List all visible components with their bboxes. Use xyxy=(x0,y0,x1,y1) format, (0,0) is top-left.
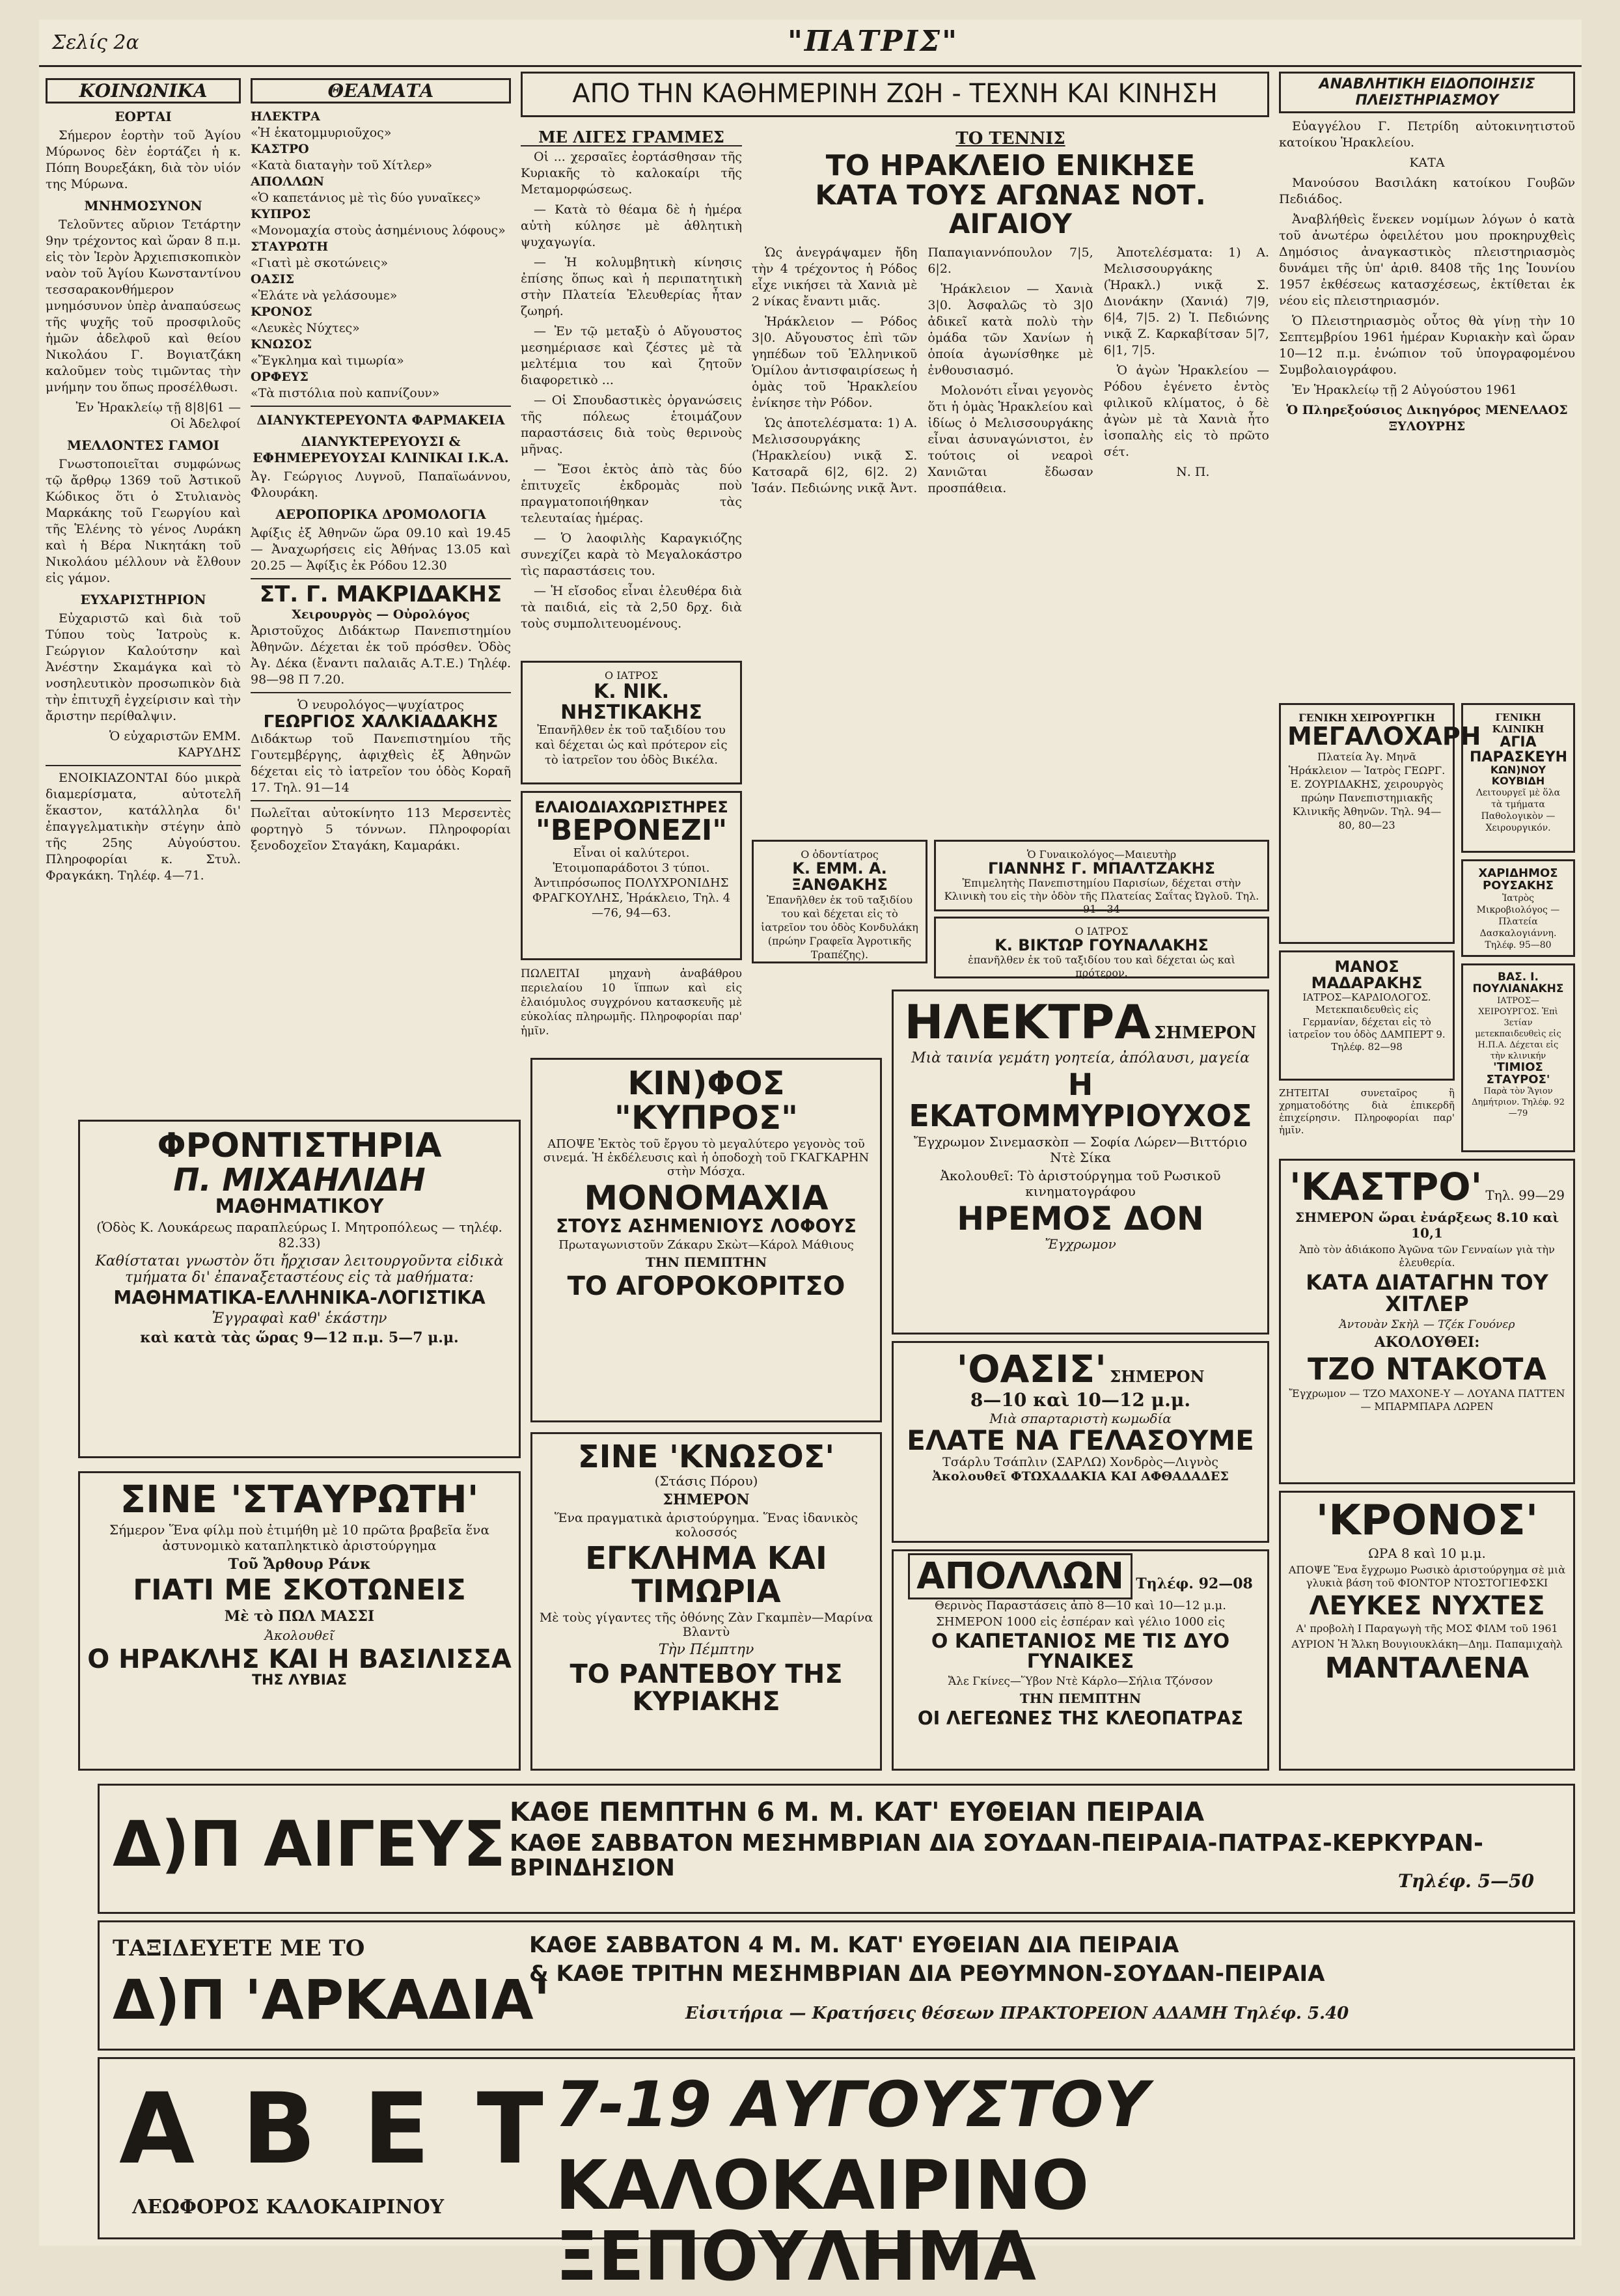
kastro-intro: Ἀπὸ τὸν ἀδιάκοπο Ἀγῶνα τῶν Γενναίων γιὰ τὴν ἐλευθερία. xyxy=(1299,1243,1555,1269)
divider xyxy=(251,578,511,579)
ilektra-next-film: ΗΡΕΜΟΣ ΔΟΝ xyxy=(957,1200,1204,1238)
stavroti-title: ΣΙΝΕ 'ΣΤΑΥΡΩΤΗ' xyxy=(120,1477,479,1521)
rousakis-ad xyxy=(1461,859,1575,957)
ilektra-intro: Μιὰ ταινία γεμάτη γοητεία, ἀπόλαυσι, μαγεία xyxy=(911,1049,1250,1066)
arkadia-pre: ΤΑΞΙΔΕΥΕΤΕ ΜΕ ΤΟ xyxy=(113,1935,365,1961)
stavroti-producer: Τοῦ Ἄρθουρ Ράνκ xyxy=(228,1555,371,1573)
madarakis-name: ΜΑΝΟΣ ΜΑΔΑΡΑΚΗΣ xyxy=(1311,958,1423,993)
divider xyxy=(251,800,511,801)
kypros-stars: Πρωταγωνιστοῦν Ζάκαρυ Σκὼτ—Κάρολ Μάθιους xyxy=(558,1238,854,1252)
timios-stavros-name: 'ΤΙΜΙΟΣ ΣΤΑΥΡΟΣ' xyxy=(1486,1060,1550,1086)
tennis-signature: Ν. Π. xyxy=(1176,465,1210,480)
veronezi-brand: "ΒΕΡΟΝΕΖΙ" xyxy=(535,814,728,848)
kronos-intro: ΑΠΟΨΕ Ἕνα ἔγχρωμο Ρωσικὸ ἀριστούργημα σὲ μιὰ γλυκιὰ βάση τοῦ ΦΙΟΝΤΟΡ ΝΤΟΣΤΟΓΙΕΦΣΚΙ xyxy=(1288,1564,1566,1590)
tennis-body xyxy=(752,245,1269,818)
avet-sale-text: ΚΑΛΟΚΑΙΡΙΝΟ ΞΕΠΟΥΛΗΜΑ xyxy=(555,2146,1090,2296)
page-header xyxy=(39,20,1582,67)
poulianakis-text: ΙΑΤΡΟΣ—ΧΕΙΡΟΥΡΓΟΣ. Ἐπὶ 3ετίαν μετεκπαιδευθεὶς εἰς Η.Π.Α. Δέχεται εἰς τὴν κλινικήν xyxy=(1475,995,1561,1061)
page-label: Σελίς 2α xyxy=(52,31,139,54)
cinema-film: «Ἐλάτε νὰ γελάσουμε» xyxy=(251,288,398,303)
apollon-next-film: ΟΙ ΛΕΓΕΩΝΕΣ ΤΗΣ ΚΛΕΟΠΑΤΡΑΣ xyxy=(917,1707,1244,1729)
arkadia-line-2: & ΚΑΘΕ ΤΡΙΤΗΝ ΜΕΣΗΜΒΡΙΑΝ ΔΙΑ ΡΕΘΥΜΝΟΝ-ΣΟΥΔΑΝ-ΠΕΙΡΑΙΑ xyxy=(529,1961,1325,1987)
aigeus-title: Δ)Π ΑΙΓΕΥΣ xyxy=(113,1808,506,1881)
section-banner: ΑΠΟ ΤΗΝ ΚΑΘΗΜΕΡΙΝΗ ΖΩΗ - ΤΕΧΝΗ ΚΑΙ ΚΙΝΗΣΗ xyxy=(521,72,1269,117)
cinema-film: «Ἔγκλημα καὶ τιμωρία» xyxy=(251,353,404,368)
poulianakis-name: ΒΑΣ. Ι. ΠΟΥΛΙΑΝΑΚΗΣ xyxy=(1472,971,1564,995)
avet-address: ΛΕΩΦΟΡΟΣ ΚΑΛΟΚΑΙΡΙΝΟΥ xyxy=(132,2196,445,2219)
oasis-hours: 8—10 καὶ 10—12 μ.μ. xyxy=(970,1389,1191,1411)
masthead: "ΠΑΤΡΙΣ" xyxy=(788,25,959,58)
apollon-thursday: ΤΗΝ ΠΕΜΠΤΗΝ xyxy=(1019,1690,1142,1706)
tennis-paragraph: Ἡράκλειον — Χανιὰ 3|0. Ἀσφαλῶς τὸ 3|0 ἀδικεῖ κατὰ πολὺ τὴν ὁμάδα τῶν Χανίων ἡ ὁποία ἀγωνίσθηκε μὲ ἐνθουσιασμό. xyxy=(927,282,1093,378)
agia-name: ΑΓΙΑ ΠΑΡΑΣΚΕΥΗ xyxy=(1470,734,1568,766)
doctor-gounalakis-text: ἐπανῆλθεν ἐκ τοῦ ταξιδίου του καὶ δέχεται ὡς καὶ πρότερον. xyxy=(968,954,1235,980)
short-news-item: Οἱ ... χερσαῖες ἐορτάσθησαν τῆς Κυριακῆς τὸ καλοκαίρι τῆς Μεταμορφώσεως. xyxy=(521,150,742,197)
dentist-name: Κ. ΕΜΜ. Α. ΞΑΝΘΑΚΗΣ xyxy=(791,859,888,894)
heortai-heading: ΕΟΡΤΑΙ xyxy=(115,109,172,124)
knossos-thursday: Τὴν Πέμπτην xyxy=(658,1642,754,1659)
knossos-location: (Στάσις Πόρου) xyxy=(654,1473,758,1489)
cinema-name: ΟΡΦΕΥΣ xyxy=(251,370,309,384)
kypros-cinema-ad xyxy=(530,1058,882,1422)
cinema-film: «Ἡ ἑκατομμυριοῦχος» xyxy=(251,126,392,140)
kastro-next-film: ΤΖΟ ΝΤΑΚΟΤΑ xyxy=(1307,1351,1547,1387)
veronezi-text: Εἶναι οἱ καλύτεροι. Ἑτοιμοπαράδοτοι 3 τύποι. Ἀντιπρόσωπος ΠΟΛΥΧΡΟΝΙΔΗΣ ΦΡΑΓΚΟΥΛΗΣ, Ἡράκλειο, Τηλ. 4—76, 94—63. xyxy=(532,846,731,920)
cinema-name: ΚΑΣΤΡΟ xyxy=(251,142,309,156)
ilektra-title: ΗΛΕΚΤΡΑ xyxy=(904,995,1151,1049)
frontistiria-text: Καθίσταται γνωστὸν ὅτι ἤρχισαν λειτουργοῦντα εἰδικὰ τμήματα δι' ἐπαναξεταστέους εἰς τὰ μαθήματα: xyxy=(95,1253,504,1286)
agia-pre: ΓΕΝΙΚΗ ΚΛΙΝΙΚΗ xyxy=(1492,712,1544,735)
kronos-next-film: ΜΑΝΤΑΛΕΝΑ xyxy=(1325,1652,1530,1685)
apollon-cinema-ad xyxy=(892,1549,1269,1771)
kastro-today: ΣΗΜΕΡΟΝ ὥραι ἐνάρξεως 8.10 καὶ 10,1 xyxy=(1295,1209,1559,1241)
social-title: ΚΟΙΝΩΝΙΚΑ xyxy=(46,78,241,104)
oasis-film: ΕΛΑΤΕ ΝΑ ΓΕΛΑΣΟΥΜΕ xyxy=(907,1424,1254,1456)
gynecologist-ad xyxy=(934,840,1269,916)
mnemosynon-signature: Ἐν Ἡρακλείῳ τῇ 8|8|61 — Οἱ Ἀδελφοί xyxy=(76,400,241,431)
doctor-gounalakis-name: Κ. ΒΙΚΤΩΡ ΓΟΥΝΑΛΑΚΗΣ xyxy=(995,936,1209,954)
kastro-title: 'ΚΑΣΤΡΟ' xyxy=(1289,1165,1483,1209)
knossos-cinema-ad xyxy=(530,1432,882,1771)
rental-notice: ΕΝΟΙΚΙΑΖΟΝΤΑΙ δύο μικρὰ διαμερίσματα, αὐτοτελῆ ἕκαστον, κατάλληλα δι' ἐπαγγελματικὴν στέγην ἀπὸ τῆς 25ης Αὐγούστου. Πληροφορίαι κ. Στυλ. Φραγκάκη. Τηλέφ. 4—71. xyxy=(46,771,241,883)
gynecologist-name: ΓΙΑΝΝΗΣ Γ. ΜΠΑΛΤΖΑΚΗΣ xyxy=(987,859,1216,878)
doctor-chalkiadakis-text: Διδάκτωρ τοῦ Πανεπιστημίου τῆς Γουτεμβέργης, ἀφιχθεὶς ἐξ Ἀθηνῶν δέχεται εἰς τὸ ἰατρεῖον του ὁδὸς Κοραῆ 17. Τηλ. 91—14 xyxy=(251,731,511,795)
dentist-text: Ἐπανῆλθεν ἐκ τοῦ ταξιδίου του καὶ δέχεται εἰς τὸ ἰατρεῖον του ὁδὸς Κονδυλάκη (πρώην Γραφεῖα Ἀγροτικῆς Τραπέζης). xyxy=(761,894,918,961)
auction-paragraph: Ὁ Πλειστηριασμὸς οὗτος θὰ γίνῃ τὴν 10 Σεπτεμβρίου 1961 ἡμέραν Κυριακὴν καὶ ὥραν 10—12 π.μ. ἐνώπιον τοῦ ὑπογραφομένου Συμβολαιογράφου. xyxy=(1279,314,1575,377)
tennis-paragraph: Ἡράκλειον — Ρόδος 3|0. Αὔγουστος ἐπὶ τῶν γηπέδων τοῦ Ἑλληνικοῦ Ὁμίλου ἀντισφαιρίσεως ἡ ὁμὰς τοῦ Ἡρακλείου ἐνίκησε τὴν Ρόδον. xyxy=(752,314,918,411)
kastro-stars: Ἀντουὰν Σκὴλ — Τζέκ Γουόνερ xyxy=(1339,1318,1515,1332)
frontistiria-enroll: Ἐγγραφαὶ καθ' ἑκάστην xyxy=(212,1310,387,1327)
kronos-hours: ΩΡΑ 8 καὶ 10 μ.μ. xyxy=(1368,1545,1486,1562)
knossos-stars: Μὲ τοὺς γίγαντες τῆς ὀθόνης Ζὰν Γκαμπὲν—Μαρίνα Βλαντὺ xyxy=(539,1611,873,1640)
short-news-item: — Οἱ Σπουδαστικὲς ὀργανώσεις τῆς πόλεως ἑτοιμάζουν παραστάσεις διὰ τοὺς θερινοὺς μῆνας. xyxy=(521,393,742,456)
heortai-text: Σήμερον ἑορτὴν τοῦ Ἁγίου Μύρωνος δὲν ἑορτάζει ἡ κ. Πόπη Βουρεξάκη, διὰ τὸν υἱόν της Μύρωνα. xyxy=(46,128,241,191)
kastro-follows: ΑΚΟΛΟΥΘΕΙ: xyxy=(1374,1334,1480,1351)
stavroti-film: ΓΙΑΤΙ ΜΕ ΣΚΟΤΩΝΕΙΣ xyxy=(133,1573,466,1607)
cinema-film: «Ὁ καπετάνιος μὲ τὶς δύο γυναῖκες» xyxy=(251,191,481,205)
apollon-today: ΣΗΜΕΡΟΝ 1000 εἰς ἑσπέραν καὶ γέλιο 1000 εἰς xyxy=(936,1614,1225,1629)
cinema-listing xyxy=(251,109,511,402)
air-routes-text: Ἀφίξις ἐξ Ἀθηνῶν ὥρα 09.10 καὶ 19.45 — Ἀναχωρήσεις εἰς Ἀθήνας 13.05 καὶ 20.25 — Ἀφίξις ἐκ Ρόδου 12.30 xyxy=(251,526,511,573)
tennis-paragraph: Ἀποτελέσματα: 1) Α. Μελισσουργάκης (Ἡρακλ.) νικᾷ Σ. Διονάκην (Χανιά) 7|9, 6|4, 7|5. 2) Ἰ. Πεδιώνης νικᾷ Ζ. Καρκαβίτσαν 5|7, 6|1, 7|5. xyxy=(1103,245,1269,358)
short-news-item: — Ὁ λαοφιλὴς Καραγκιόζης συνεχίζει καρὰ τὸ Μεγαλοκάστρο τὶς παραστάσεις του. xyxy=(521,531,742,578)
oasis-stars: Τσάρλυ Τσάπλιν (ΣΑΡΛΩ) Χονδρὸς—Λιγνὸς xyxy=(942,1454,1218,1469)
doctor-gounalakis-ad xyxy=(934,917,1269,978)
stavroti-next-film-sub: ΤΗΣ ΛΥΒΙΑΣ xyxy=(251,1672,348,1689)
doctor-makridakis-specialty: Χειρουργὸς — Οὐρολόγος xyxy=(292,607,470,622)
stavroti-intro: Σήμερον Ἕνα φίλμ ποὺ ἐτιμήθη μὲ 10 πρῶτα βραβεῖα ἕνα ἀστυνομικὸ καταπληκτικὸ ἀριστούργημα xyxy=(109,1521,489,1553)
frontistiria-subject: ΜΑΘΗΜΑΤΙΚΟΥ xyxy=(215,1195,384,1218)
stavroti-follows: Ἀκολουθεῖ xyxy=(264,1627,335,1644)
oasis-follows: Ἀκολουθεῖ ΦΤΩΧΑΔΑΚΙΑ ΚΑΙ ΑΦΘΑΔΑΔΕΣ xyxy=(932,1469,1229,1484)
cinema-film: «Λευκὲς Νύχτες» xyxy=(251,321,360,335)
apollon-stars: Ἄλε Γκίνες—Ὕβον Ντὲ Κάρλο—Σήλια Τζόνσον xyxy=(948,1674,1213,1688)
ilektra-stars: Ἔγχρωμον Σινεμασκὸπ — Σοφία Λώρεν—Βιττόριο Ντὲ Σίκα xyxy=(913,1134,1248,1166)
aigeus-phone: Τηλέφ. 5—50 xyxy=(1397,1870,1534,1892)
cinema-name: ΗΛΕΚΤΡΑ xyxy=(251,109,320,124)
tennis-paragraph: Ὡς ἀνεγράψαμεν ἤδη τὴν 4 τρέχοντος ἡ Ρόδος εἶχε νικήσει τὰ Χανιὰ μὲ 2 νίκας ἔναντι μιᾶς. xyxy=(752,245,918,309)
cinema-name: ΟΑΣΙΣ xyxy=(251,272,295,286)
gynecologist-label: Ὁ Γυναικολόγος—Μαιευτὴρ xyxy=(1026,848,1177,861)
cinema-name: ΚΝΩΣΟΣ xyxy=(251,337,312,352)
theamata-title: ΘΕΑΜΑΤΑ xyxy=(251,78,511,104)
cinema-name: ΚΡΟΝΟΣ xyxy=(251,305,312,319)
doctor-nistikakis-name: Κ. ΝΙΚ. ΝΗΣΤΙΚΑΚΗΣ xyxy=(560,680,702,724)
frontistiria-hours: καὶ κατὰ τὰς ὥρας 9—12 π.μ. 5—7 μ.μ. xyxy=(140,1329,459,1346)
arkadia-line-1: ΚΑΘΕ ΣΑΒΒΑΤΟΝ 4 Μ. Μ. ΚΑΤ' ΕΥΘΕΙΑΝ ΔΙΑ ΠΕΙΡΑΙΑ xyxy=(529,1932,1179,1958)
veronezi-ad xyxy=(521,791,742,960)
mnemosynon-heading: ΜΝΗΜΟΣΥΝΟΝ xyxy=(84,198,202,214)
short-news-column xyxy=(521,124,742,651)
kronos-premiere: Α' προβολὴ Ι Παραγωγὴ τῆς ΜΟΣ ΦΙΛΜ τοῦ 1961 xyxy=(1296,1622,1558,1635)
auction-signature: Ὁ Πληρεξούσιος Δικηγόρος ΜΕΝΕΛΑΟΣ ΞΥΛΟΥΡΗΣ xyxy=(1286,403,1568,434)
auction-paragraph: Ἀναβλήθεὶς ἕνεκεν νομίμων λόγων ὁ κατὰ τοῦ ἀνωτέρω ὀφειλέτου μου προκηρυχθεὶς Δημόσιος ἀναγκαστικὸς πλειστηριασμὸς δυνάμει τῆς ὑπ' ἀριθ. 8408 τῆς 1ης Ἰουνίου 1957 ἐκθέσεως κατασχέσεως, ἐκτίθεται ἐκ νέου εἰς πλειστηριασμόν. xyxy=(1279,212,1575,308)
ilektra-cinema-ad xyxy=(892,989,1269,1335)
kypros-next-film: ΤΟ ΑΓΟΡΟΚΟΡΙΤΣΟ xyxy=(567,1271,845,1301)
aigeus-ferry-ad xyxy=(98,1784,1575,1914)
poulianakis-ad xyxy=(1461,963,1575,1152)
cinema-film: «Τὰ πιστόλια ποὺ καπνίζουν» xyxy=(251,386,440,400)
knossos-today: ΣΗΜΕΡΟΝ xyxy=(663,1491,750,1509)
tennis-paragraph: Ὁ ἀγὼν Ἡρακλείου — Ρόδου ἐγένετο ἐντὸς φιλικοῦ κλίματος, ὁ δὲ ἀγὼν μὲ τὰ Χανιὰ ἦτο ἰσοπαλὴς εἰς τὸ πρῶτο σέτ. xyxy=(1103,363,1269,460)
apollon-hours: Θερινὸς Παραστάσεις ἀπὸ 8—10 καὶ 10—12 μ.μ. xyxy=(935,1598,1226,1612)
doctor-label: Ο ΙΑΤΡΟΣ xyxy=(1075,925,1129,937)
mellontes-gamoi-text: Γνωστοποιεῖται συμφώνως τῷ ἄρθρῳ 1369 τοῦ Ἀστικοῦ Κώδικος ὅτι ὁ Στυλιανὸς Μαρκάκης τοῦ Γεωργίου καὶ τῆς Ἑλένης τὸ γένος Λυράκη καὶ ἡ Βέρα Νικητάκη τοῦ Νικολάου μέλλουν νὰ ἔλθουν εἰς γάμον. xyxy=(46,457,241,585)
veronezi-heading: ΕΛΑΙΟΔΙΑΧΩΡΙΣΤΗΡΕΣ xyxy=(534,798,728,816)
dentist-ad xyxy=(752,840,927,963)
auction-paragraph: Ἐν Ἡρακλείῳ τῇ 2 Αὐγούστου 1961 xyxy=(1292,383,1517,397)
tennis-subheadline: ΚΑΤΑ ΤΟΥΣ ΑΓΩΝΑΣ ΝΟΤ. ΑΙΓΑΙΟΥ xyxy=(815,179,1206,240)
eucharistirion-signature: Ὁ εὐχαριστῶν ΕΜΜ. ΚΑΡΥΔΗΣ xyxy=(109,729,241,760)
truck-sale-notice: Πωλεῖται αὐτοκίνητο 113 Μερσεντὲς φορτηγὸ 5 τόννων. Πληροφορίαι ξενοδοχεῖον Σταγάκη, Καμαράκι. xyxy=(251,805,511,853)
cinema-film: «Γιατὶ μὲ σκοτώνεις» xyxy=(251,256,389,270)
clinics-heading: ΔΙΑΝΥΚΤΕΡΕΥΟΥΣΙ & ΕΦΗΜΕΡΕΥΟΥΣΑΙ ΚΛΙΝΙΚΑΙ Ι.Κ.Α. xyxy=(253,434,509,465)
stavroti-next-film: Ο ΗΡΑΚΛΗΣ ΚΑΙ Η ΒΑΣΙΛΙΣΣΑ xyxy=(87,1644,512,1675)
oasis-today: ΣΗΜΕΡΟΝ xyxy=(1110,1367,1205,1386)
neurologist-label: Ὁ νευρολόγος—ψυχίατρος xyxy=(297,697,464,712)
apollon-title: ΑΠΟΛΛΩΝ xyxy=(908,1553,1133,1599)
short-news-item: — Ἐν τῷ μεταξὺ ὁ Αὔγουστος μεσημέριασε καὶ ζέστες μὲ τὰ μελτέμια του καὶ ζητοῦν διαφορετικὸ ... xyxy=(521,324,742,387)
ilektra-color: Ἔγχρωμον xyxy=(1045,1236,1116,1252)
rousakis-text: Ἰατρὸς Μικροβιολόγος — Πλατεία Δασκαλογιάννη. Τηλέφ. 95—80 xyxy=(1476,892,1560,950)
eucharistirion-text: Εὐχαριστῶ καὶ διὰ τοῦ Τύπου τοὺς Ἰατροὺς κ. Γεώργιον Καλούτσην καὶ Ἀνέστην Σκαμάγκα καὶ τὸ νοσηλευτικὸν προσωπικὸν διὰ τὴν ἐπιτυχῆ ἐγχείρισιν καὶ τὴν ἄριστην περίθαλψιν. xyxy=(46,611,241,723)
kypros-title: ΚΙΝ)ΦΟΣ "ΚΥΠΡΟΣ" xyxy=(614,1064,799,1137)
kastro-film: ΚΑΤΑ ΔΙΑΤΑΓΗΝ ΤΟΥ ΧΙΤΛΕΡ xyxy=(1306,1269,1548,1317)
madarakis-ad xyxy=(1279,950,1455,1081)
kypros-intro: ΑΠΟΨΕ Ἐκτὸς τοῦ ἔργου τὸ μεγαλύτερο γεγονὸς τοῦ σινεμά. Ἡ ἐκδέλευσις καὶ ἡ ὁποδοχὴ τοῦ ΓΚΑΓΚΑΡΗΝ στὴν Μόσχα. xyxy=(543,1137,870,1178)
doctor-makridakis-name: ΣΤ. Γ. ΜΑΚΡΙΔΑΚΗΣ xyxy=(259,581,502,607)
knossos-title: ΣΙΝΕ 'ΚΝΩΣΟΣ' xyxy=(577,1439,835,1475)
kastro-next-stars: Ἔγχρωμον — ΤΖΟ ΜΑΧΟΝΕ-Υ — ΛΟΥΑΝΑ ΠΑΤΤΕΝ — ΜΠΑΡΜΠΑΡΑ ΛΩΡΕΝ xyxy=(1289,1387,1565,1413)
frontistiria-address: (Ὁδὸς Κ. Λουκάρεως παραπλεύρως Ι. Μητροπόλεως — τηλέφ. 82.33) xyxy=(96,1219,502,1251)
madarakis-text: ΙΑΤΡΟΣ—ΚΑΡΔΙΟΛΟΓΟΣ. Μετεκπαιδευθεὶς εἰς Γερμανίαν, δέχεται εἰς τὸ ἰατρεῖον του ὁδὸς ΔΑΜΠΕΡΤ 9. Τηλέφ. 82—98 xyxy=(1288,991,1446,1053)
pharmacies-text: Ἀγ. Γεώργιος Λυγνοῦ, Παπαϊωάννου, Φλουράκη. xyxy=(251,469,511,500)
partner-wanted-notice: ΖΗΤΕΙΤΑΙ συνεταῖρος ἢ χρηματοδότης διὰ ἐπικερδῆ ἐπιχείρησιν. Πληροφορίαι παρ' ἡμῖν. xyxy=(1279,1087,1455,1136)
social-column xyxy=(46,78,241,918)
kronos-film: ΛΕΥΚΕΣ ΝΥΧΤΕΣ xyxy=(1309,1591,1545,1622)
engine-sale-notice: ΠΩΛΕΙΤΑΙ μηχανὴ ἀναβάθρου περιελαίου 10 ἵππων καὶ εἰς ἐλαιόμυλος συγχρόνου κατασκευῆς μὲ εὐκολίας πληρωμῆς. Πληροφορίαι παρ' ἡμῖν. xyxy=(521,967,742,1038)
arkadia-ferry-ad xyxy=(98,1920,1575,2051)
auction-paragraph: ΚΑΤΑ xyxy=(1409,156,1445,170)
agia-paraskevi-ad xyxy=(1461,703,1575,853)
divider xyxy=(46,765,241,766)
tennis-headline: ΤΟ ΗΡΑΚΛΕΙΟ ΕΝΙΚΗΣΕ xyxy=(825,149,1196,182)
frontistiria-subjects: ΜΑΘΗΜΑΤΙΚΑ-ΕΛΛΗΝΙΚΑ-ΛΟΓΙΣΤΙΚΑ xyxy=(113,1287,486,1309)
doctor-nistikakis-text: Ἐπανῆλθεν ἐκ τοῦ ταξιδίου του καὶ δέχεται ὡς καὶ πρότερον εἰς τὸ ἰατρεῖον του ὁδὸς Βικέλα. xyxy=(535,723,728,767)
tennis-paragraph: Ὡς ἀποτελέσματα: 1) Α. Μελισσουργάκης (Ἡρακλείου) νικᾷ Σ. Κατσαρᾶ 6|2, 6|2. 2) Ἰσάν. Πεδιώνης νικᾷ Ἀντ. Παπαγιαννόπουλον 7|5, 6|2. xyxy=(752,245,1093,496)
auction-title: ΑΝΑΒΛΗΤΙΚΗ ΕΙΔΟΠΟΙΗΣΙΣ ΠΛΕΙΣΤΗΡΙΑΣΜΟΥ xyxy=(1279,72,1575,113)
megalochari-pre: ΓΕΝΙΚΗ ΧΕΙΡΟΥΡΓΙΚΗ xyxy=(1298,712,1435,724)
knossos-next-film: ΤΟ ΡΑΝΤΕΒΟΥ ΤΗΣ ΚΥΡΙΑΚΗΣ xyxy=(570,1659,843,1717)
auction-paragraph: Μανούσου Βασιλάκη κατοίκου Γουβῶν Πεδιάδος. xyxy=(1279,176,1575,206)
short-news-item: — Ἡ κολυμβητικὴ κίνησις ἐπίσης ὅπως καὶ ἡ περιπατητικὴ στὴν Πλατεία Ἐλευθερίας ἦταν ζωηρή. xyxy=(521,255,742,318)
kastro-phone: Τηλ. 99—29 xyxy=(1485,1187,1565,1203)
aigeus-line-2: ΚΑΘΕ ΣΑΒΒΑΤΟΝ ΜΕΣΗΜΒΡΙΑΝ ΔΙΑ ΣΟΥΔΑΝ-ΠΕΙΡΑΙΑ-ΠΑΤΡΑΣ-ΚΕΡΚΥΡΑΝ-ΒΡΙΝΔΗΣΙΟΝ xyxy=(510,1830,1483,1881)
short-news-item: — Ἔσοι ἐκτὸς ἀπὸ τὰς δύο ἐπιτυχεῖς ἐκδρομὰς ποὺ πραγματοποιήθηκαν τὰς τελευταίας ἡμέρας. xyxy=(521,462,742,525)
doctor-makridakis-text: Ἀριστοῦχος Διδάκτωρ Πανεπιστημίου Ἀθηνῶν. Δέχεται ἐκ τοῦ πρόσθεν. Ὁδὸς Ἀγ. Δέκα (ἔναντι παλαιᾶς Α.Τ.Ε.) Τηλέφ. 98—98 Π 7.20. xyxy=(251,623,511,687)
eucharistirion-heading: ΕΥΧΑΡΙΣΤΗΡΙΟΝ xyxy=(80,592,206,607)
stavroti-cinema-ad xyxy=(78,1471,521,1771)
oasis-cinema-ad xyxy=(892,1341,1269,1543)
agia-sub: ΚΩΝ)ΝΟΥ ΚΟΥΒΙΔΗ xyxy=(1490,764,1546,787)
kypros-thursday: ΤΗΝ ΠΕΜΠΤΗΝ xyxy=(645,1254,767,1270)
kastro-cinema-ad xyxy=(1279,1159,1575,1484)
kypros-film-sub: ΣΤΟΥΣ ΑΣΗΜΕΝΙΟΥΣ ΛΟΦΟΥΣ xyxy=(556,1215,857,1237)
knossos-film: ΕΓΚΛΗΜΑ ΚΑΙ ΤΙΜΩΡΙΑ xyxy=(585,1540,827,1610)
apollon-film: Ο ΚΑΠΕΤΑΝΙΟΣ ΜΕ ΤΙΣ ΔΥΟ ΓΥΝΑΙΚΕΣ xyxy=(931,1629,1230,1674)
megalochari-name: ΜΕΓΑΛΟΧΑΡΗ xyxy=(1287,722,1481,751)
dentist-label: Ο ὀδοντίατρος xyxy=(801,848,879,861)
mnemosynon-text: Τελοῦντες αὔριον Τετάρτην 9ην τρέχοντος καὶ ὥραν 8 π.μ. εἰς τὸν Ἱερὸν Ἀρχιεπισκοπικὸν ναὸν τοῦ Ἁγίου Κωνσταντίνου τεσσαρακονθήμερον μνημόσυνον ὑπὲρ ἀναπαύσεως τῆς ψυχῆς τοῦ προσφιλοῦς ἡμῶν ἀδελφοῦ καὶ θείου Νικολάου Γ. Βογιατζάκη καλοῦμεν τοὺς τιμῶντας τὴν μνήμην του ὅπως προσέλθωσι. xyxy=(46,217,241,394)
frontistiria-name: Π. ΜΙΧΑΗΛΙΔΗ xyxy=(173,1161,426,1198)
arkadia-line-3: Εἰσιτήρια — Κρατήσεις θέσεων ΠΡΑΚΤΟΡΕΙΟΝ ΑΔΑΜΗ Τηλέφ. 5.40 xyxy=(685,2004,1349,2023)
kronos-cinema-ad xyxy=(1279,1491,1575,1771)
auction-paragraph: Εὐαγγέλου Γ. Πετρίδη αὐτοκινητιστοῦ κατοίκου Ἡρακλείου. xyxy=(1279,119,1575,150)
agia-text: Λειτουργεῖ μὲ ὅλα τὰ τμήματα Παθολογικὸν — Χειρουργικόν. xyxy=(1476,787,1561,833)
timios-stavros-text: Παρὰ τὸν Ἅγιον Δημήτριον. Τηλέφ. 92—79 xyxy=(1472,1086,1565,1119)
oasis-title: 'ΟΑΣΙΣ' xyxy=(956,1347,1107,1391)
aigeus-line-1: ΚΑΘΕ ΠΕΜΠΤΗΝ 6 Μ. Μ. ΚΑΤ' ΕΥΘΕΙΑΝ ΠΕΙΡΑΙΑ xyxy=(510,1797,1205,1827)
avet-dates: 7-19 ΑΥΓΟΥΣΤΟΥ xyxy=(555,2068,1149,2141)
auction-notice xyxy=(1279,72,1575,697)
stavroti-star: Μὲ τὸ ΠΩΛ ΜΑΣΣΙ xyxy=(224,1608,375,1625)
doctor-chalkiadakis-name: ΓΕΩΡΓΙΟΣ ΧΑΛΚΙΑΔΑΚΗΣ xyxy=(263,712,499,732)
short-news-title: ΜΕ ΛΙΓΕΣ ΓΡΑΜΜΕΣ xyxy=(521,129,742,146)
short-news-item: — Κατὰ τὸ θέαμα δὲ ἡ ἡμέρα αὐτὴ κύλησε μὲ ἀθλητικὴ ψυχαγωγία. xyxy=(521,202,742,249)
megalochari-ad xyxy=(1279,703,1481,944)
cinema-film: «Κατὰ διαταγὴν τοῦ Χίτλερ» xyxy=(251,158,433,173)
oasis-intro: Μιὰ σπαρταριστὴ κωμωδία xyxy=(989,1410,1172,1426)
cinema-name: ΚΥΠΡΟΣ xyxy=(251,207,311,221)
cinema-name: ΣΤΑΥΡΩΤΗ xyxy=(251,240,329,254)
frontistiria-heading: ΦΡΟΝΤΙΣΤΗΡΙΑ xyxy=(157,1126,442,1165)
mellontes-gamoi-heading: ΜΕΛΛΟΝΤΕΣ ΓΑΜΟΙ xyxy=(67,437,219,453)
doctor-label: Ο ΙΑΤΡΟΣ xyxy=(605,669,658,682)
tennis-paragraph: Μολονότι εἶναι γεγονὸς ὅτι ἡ ὁμὰς Ἡρακλείου καὶ ἰδίως ὁ Μελισσουργάκης εἶναι ἀσυναγώνιστοι, ἐν τούτοις οἱ νεαροὶ Χανιῶται ἔδωσαν προσπάθεια. xyxy=(927,383,1093,496)
avet-sale-ad xyxy=(98,2057,1575,2296)
cinema-film: «Μονομαχία στοὺς ἀσημένιους λόφους» xyxy=(251,223,506,238)
theamata-column xyxy=(251,78,511,918)
pharmacies-heading: ΔΙΑΝΥΚΤΕΡΕΥΟΝΤΑ ΦΑΡΜΑΚΕΙΑ xyxy=(256,412,505,428)
air-routes-heading: ΑΕΡΟΠΟΡΙΚΑ ΔΡΟΜΟΛΟΓΙΑ xyxy=(275,506,486,522)
avet-title: Α Β Ε Τ xyxy=(119,2073,550,2186)
tennis-article xyxy=(752,124,1269,833)
kronos-title: 'ΚΡΟΝΟΣ' xyxy=(1315,1497,1539,1545)
arkadia-title: Δ)Π 'ΑΡΚΑΔΙΑ' xyxy=(113,1968,551,2032)
divider xyxy=(251,692,511,693)
newspaper-page xyxy=(39,20,1582,2296)
ilektra-film: Η ΕΚΑΤΟΜΜΥΡΙΟΥΧΟΣ xyxy=(909,1066,1252,1133)
frontistiria-ad xyxy=(78,1120,521,1458)
short-news-item: — Ἡ εἴσοδος εἶναι ἐλευθέρα διὰ τὰ παιδιά, εἰς τὰ 2,50 δρχ. διὰ τοὺς συμπολιτευομένους. xyxy=(521,584,742,631)
rousakis-name: ΧΑΡΙΔΗΜΟΣ ΡΟΥΣΑΚΗΣ xyxy=(1478,866,1558,892)
tennis-kicker: ΤΟ ΤΕΝΝΙΣ xyxy=(955,129,1065,148)
kronos-tomorrow: ΑΥΡΙΟΝ Ἡ Ἄλκη Βουγιουκλάκη—Δημ. Παπαμιχαὴλ xyxy=(1291,1638,1563,1651)
knossos-intro: Ἕνα πραγματικὰ ἀριστούργημα. Ἕνας ἰδανικὸς κολοσσός xyxy=(554,1511,858,1540)
gynecologist-text: Ἐπιμελητὴς Πανεπιστημίου Παρισίων, δέχεται στὴν Κλινικὴ του εἰς τὴν ὁδὸν τῆς Πλατείας Σαΐτας Ὠγλοῦ. Τηλ. 91—34 xyxy=(944,877,1259,916)
ilektra-follows: Ἀκολουθεῖ: Τὸ ἀριστούργημα τοῦ Ρωσικοῦ κινηματογράφου xyxy=(940,1168,1221,1200)
kypros-film: ΜΟΝΟΜΑΧΙΑ xyxy=(584,1179,829,1218)
ilektra-today: ΣΗΜΕΡΟΝ xyxy=(1154,1023,1257,1043)
apollon-phone: Τηλέφ. 92—08 xyxy=(1136,1575,1253,1592)
doctor-nistikakis-ad xyxy=(521,661,742,784)
cinema-name: ΑΠΟΛΛΩΝ xyxy=(251,174,324,189)
divider xyxy=(251,406,511,407)
megalochari-text: Πλατεία Ἁγ. Μηνᾶ Ἡράκλειον — Ἰατρὸς ΓΕΩΡΓ. Ε. ΖΟΥΡΙΔΑΚΗΣ, χειρουργὸς πρώην Πανεπιστημιακῆς Κλινικῆς Ἀθηνῶν. Τηλ. 94—80, 80—23 xyxy=(1288,750,1446,831)
